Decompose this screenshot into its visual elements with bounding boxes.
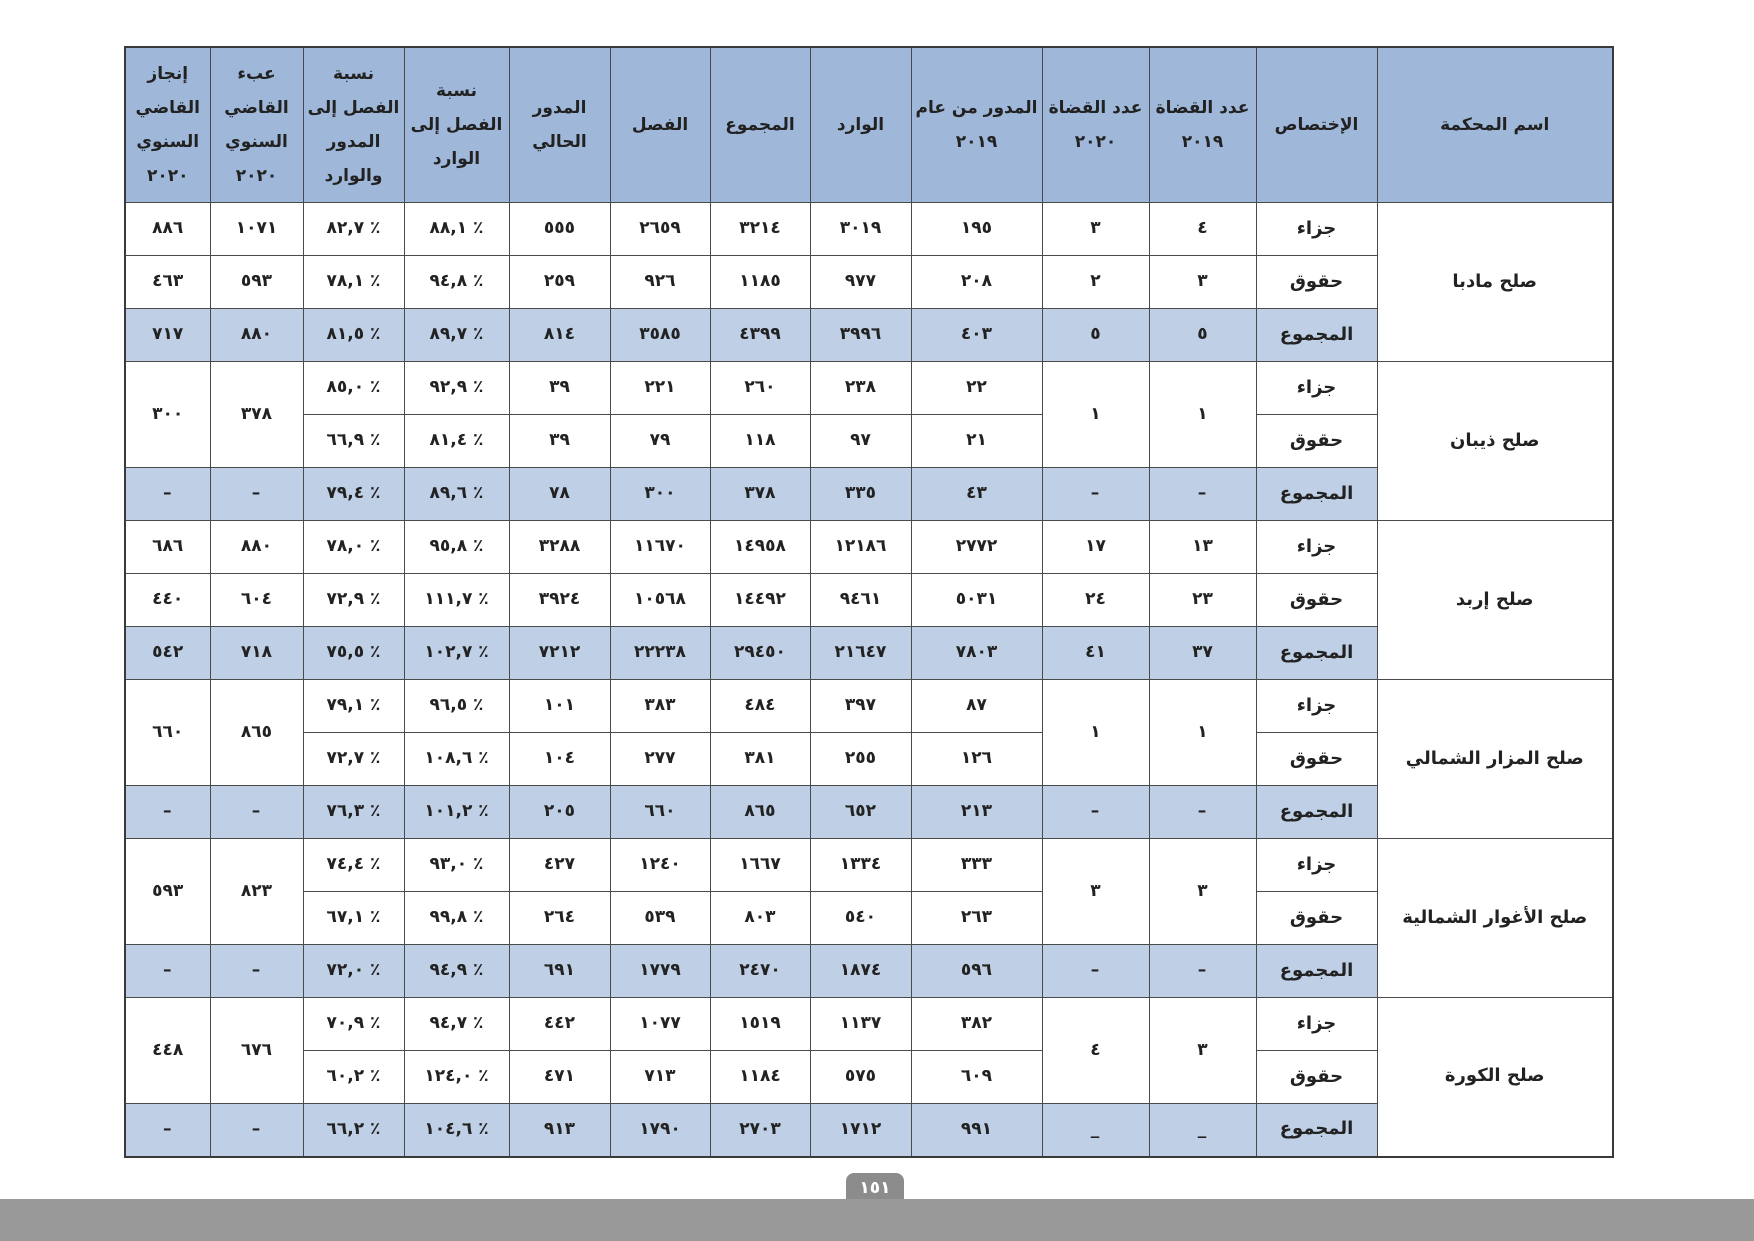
judges-2019-cell: _	[1149, 1104, 1256, 1157]
ratio-incoming-cell: ٪ ٨٩,٦	[404, 468, 509, 521]
header-judge-achievement: إنجاز القاضي السنوي ٢٠٢٠	[125, 47, 210, 203]
ratio-incoming-cell: ٪ ٨١,٤	[404, 415, 509, 468]
decided-cell: ٢٦٥٩	[610, 203, 710, 256]
carried-cell: ٢١٣	[911, 786, 1042, 839]
current-cell: ٧٢١٢	[509, 627, 610, 680]
carried-cell: ٥٩٦	[911, 945, 1042, 998]
decided-cell: ٢٧٧	[610, 733, 710, 786]
jurisdiction-cell: جزاء	[1256, 839, 1377, 892]
decided-cell: ٥٣٩	[610, 892, 710, 945]
current-cell: ٩١٣	[509, 1104, 610, 1157]
incoming-cell: ١١٣٧	[810, 998, 911, 1051]
carried-cell: ١٩٥	[911, 203, 1042, 256]
judge-burden-cell: ٦٠٤	[210, 574, 303, 627]
header-ratio-incoming: نسبة الفصل إلى الوارد	[404, 47, 509, 203]
judges-2020-cell: _	[1042, 1104, 1149, 1157]
judges-2019-cell: –	[1149, 945, 1256, 998]
court-name: صلح مادبا	[1377, 203, 1613, 362]
header-court-name: اسم المحكمة	[1377, 47, 1613, 203]
carried-cell: ٧٨٠٣	[911, 627, 1042, 680]
carried-cell: ٣٨٢	[911, 998, 1042, 1051]
incoming-cell: ١٣٣٤	[810, 839, 911, 892]
judge-achievement-cell: ٤٤٠	[125, 574, 210, 627]
decided-cell: ١٠٧٧	[610, 998, 710, 1051]
judges-2020-cell: ٢٤	[1042, 574, 1149, 627]
incoming-cell: ٣٣٥	[810, 468, 911, 521]
jurisdiction-cell: المجموع	[1256, 1104, 1377, 1157]
total-cell: ١١٨٤	[710, 1051, 810, 1104]
ratio-incoming-cell: ٪ ٩٦,٥	[404, 680, 509, 733]
incoming-cell: ٣٩٧	[810, 680, 911, 733]
decided-cell: ٣٥٨٥	[610, 309, 710, 362]
decided-cell: ٢٢١	[610, 362, 710, 415]
judge-burden-cell: ٨٦٥	[210, 680, 303, 786]
ratio-incoming-cell: ٪ ٨٨,١	[404, 203, 509, 256]
carried-cell: ٤٣	[911, 468, 1042, 521]
incoming-cell: ٥٧٥	[810, 1051, 911, 1104]
total-cell: ١٤٩٥٨	[710, 521, 810, 574]
decided-cell: ٦٦٠	[610, 786, 710, 839]
jurisdiction-cell: حقوق	[1256, 892, 1377, 945]
judge-burden-cell: –	[210, 1104, 303, 1157]
carried-cell: ٩٩١	[911, 1104, 1042, 1157]
header-judge-burden: عبء القاضي السنوي ٢٠٢٠	[210, 47, 303, 203]
judge-burden-cell: ١٠٧١	[210, 203, 303, 256]
court-name: صلح ذيبان	[1377, 362, 1613, 521]
carried-cell: ٤٠٣	[911, 309, 1042, 362]
ratio-total-cell: ٪ ٧٩,١	[303, 680, 404, 733]
carried-cell: ٣٣٣	[911, 839, 1042, 892]
court-name: صلح المزار الشمالي	[1377, 680, 1613, 839]
jurisdiction-cell: المجموع	[1256, 468, 1377, 521]
current-cell: ٤٢٧	[509, 839, 610, 892]
current-cell: ٣٢٨٨	[509, 521, 610, 574]
current-cell: ٦٩١	[509, 945, 610, 998]
judge-achievement-cell: ٨٨٦	[125, 203, 210, 256]
ratio-incoming-cell: ٪ ٩٤,٨	[404, 256, 509, 309]
incoming-cell: ٢١٦٤٧	[810, 627, 911, 680]
ratio-total-cell: ٪ ٧٤,٤	[303, 839, 404, 892]
total-cell: ٢٩٤٥٠	[710, 627, 810, 680]
judges-2020-cell: –	[1042, 945, 1149, 998]
judge-burden-cell: ٣٧٨	[210, 362, 303, 468]
header-row	[125, 47, 1613, 203]
carried-cell: ١٢٦	[911, 733, 1042, 786]
jurisdiction-cell: حقوق	[1256, 733, 1377, 786]
decided-cell: ١٧٧٩	[610, 945, 710, 998]
judges-2019-cell: ٢٣	[1149, 574, 1256, 627]
carried-cell: ٦٠٩	[911, 1051, 1042, 1104]
court-name: صلح الكورة	[1377, 998, 1613, 1157]
judge-burden-cell: ٧١٨	[210, 627, 303, 680]
jurisdiction-cell: جزاء	[1256, 521, 1377, 574]
ratio-total-cell: ٪ ٧٢,٧	[303, 733, 404, 786]
judge-achievement-cell: –	[125, 945, 210, 998]
table-row	[125, 362, 1613, 415]
jurisdiction-cell: المجموع	[1256, 627, 1377, 680]
decided-cell: ٣٠٠	[610, 468, 710, 521]
header-current-carried: المدور الحالي	[509, 47, 610, 203]
total-cell: ١٥١٩	[710, 998, 810, 1051]
judges-2020-cell: ٣	[1042, 839, 1149, 945]
ratio-incoming-cell: ٪ ٩٤,٧	[404, 998, 509, 1051]
incoming-cell: ٦٥٢	[810, 786, 911, 839]
decided-cell: ١٠٥٦٨	[610, 574, 710, 627]
total-cell: ٤٨٤	[710, 680, 810, 733]
ratio-total-cell: ٪ ٨١,٥	[303, 309, 404, 362]
ratio-total-cell: ٪ ٧٨,٠	[303, 521, 404, 574]
total-cell: ٨٠٣	[710, 892, 810, 945]
judge-achievement-cell: ٣٠٠	[125, 362, 210, 468]
current-cell: ٧٨	[509, 468, 610, 521]
jurisdiction-cell: حقوق	[1256, 256, 1377, 309]
current-cell: ٣٩	[509, 415, 610, 468]
decided-cell: ٧١٣	[610, 1051, 710, 1104]
judges-2019-cell: ٣٧	[1149, 627, 1256, 680]
judges-2020-cell: ٣	[1042, 203, 1149, 256]
jurisdiction-cell: جزاء	[1256, 680, 1377, 733]
carried-cell: ٢٦٣	[911, 892, 1042, 945]
total-cell: ١١٨	[710, 415, 810, 468]
total-cell: ٢٦٠	[710, 362, 810, 415]
total-cell: ٢٤٧٠	[710, 945, 810, 998]
carried-cell: ٢٠٨	[911, 256, 1042, 309]
total-cell: ١٦٦٧	[710, 839, 810, 892]
ratio-total-cell: ٪ ٦٦,٢	[303, 1104, 404, 1157]
judges-2019-cell: ٣	[1149, 998, 1256, 1104]
header-jurisdiction: الإختصاص	[1256, 47, 1377, 203]
ratio-total-cell: ٪ ٧٦,٣	[303, 786, 404, 839]
current-cell: ٣٩٢٤	[509, 574, 610, 627]
judge-burden-cell: –	[210, 468, 303, 521]
court-name: صلح إربد	[1377, 521, 1613, 680]
ratio-total-cell: ٪ ٧٨,١	[303, 256, 404, 309]
current-cell: ٥٥٥	[509, 203, 610, 256]
incoming-cell: ٣٩٩٦	[810, 309, 911, 362]
carried-cell: ٢١	[911, 415, 1042, 468]
judge-burden-cell: ٥٩٣	[210, 256, 303, 309]
incoming-cell: ٥٤٠	[810, 892, 911, 945]
ratio-incoming-cell: ٪ ٩٣,٠	[404, 839, 509, 892]
header-judges-2020: عدد القضاة ٢٠٢٠	[1042, 47, 1149, 203]
judge-achievement-cell: –	[125, 786, 210, 839]
judges-2019-cell: ١	[1149, 362, 1256, 468]
judges-2019-cell: ١	[1149, 680, 1256, 786]
judges-2019-cell: ٥	[1149, 309, 1256, 362]
judge-achievement-cell: ٦٦٠	[125, 680, 210, 786]
decided-cell: ١٧٩٠	[610, 1104, 710, 1157]
ratio-incoming-cell: ٪ ١٠٨,٦	[404, 733, 509, 786]
decided-cell: ١١٦٧٠	[610, 521, 710, 574]
ratio-total-cell: ٪ ٧٢,٠	[303, 945, 404, 998]
page-number: ١٥١	[846, 1173, 904, 1203]
carried-cell: ٨٧	[911, 680, 1042, 733]
carried-cell: ٢٧٧٢	[911, 521, 1042, 574]
ratio-total-cell: ٪ ٧٥,٥	[303, 627, 404, 680]
jurisdiction-cell: المجموع	[1256, 309, 1377, 362]
ratio-incoming-cell: ٪ ١٠١,٢	[404, 786, 509, 839]
judge-achievement-cell: –	[125, 1104, 210, 1157]
total-cell: ٢٧٠٣	[710, 1104, 810, 1157]
judge-achievement-cell: ٧١٧	[125, 309, 210, 362]
current-cell: ٣٩	[509, 362, 610, 415]
ratio-incoming-cell: ٪ ١٢٤,٠	[404, 1051, 509, 1104]
decided-cell: ٧٩	[610, 415, 710, 468]
jurisdiction-cell: جزاء	[1256, 362, 1377, 415]
jurisdiction-cell: حقوق	[1256, 1051, 1377, 1104]
incoming-cell: ١٨٧٤	[810, 945, 911, 998]
courts-statistics-table	[124, 46, 1614, 1158]
ratio-incoming-cell: ٪ ١١١,٧	[404, 574, 509, 627]
judges-2020-cell: ٥	[1042, 309, 1149, 362]
total-cell: ٣٢١٤	[710, 203, 810, 256]
carried-cell: ٢٢	[911, 362, 1042, 415]
current-cell: ٤٧١	[509, 1051, 610, 1104]
ratio-total-cell: ٪ ٧٢,٩	[303, 574, 404, 627]
header-incoming: الوارد	[810, 47, 911, 203]
court-name: صلح الأغوار الشمالية	[1377, 839, 1613, 998]
total-cell: ١١٨٥	[710, 256, 810, 309]
header-carried-over: المدور من عام ٢٠١٩	[911, 47, 1042, 203]
ratio-incoming-cell: ٪ ٩٩,٨	[404, 892, 509, 945]
judges-2019-cell: ١٣	[1149, 521, 1256, 574]
incoming-cell: ١٧١٢	[810, 1104, 911, 1157]
decided-cell: ٢٢٢٣٨	[610, 627, 710, 680]
ratio-incoming-cell: ٪ ١٠٢,٧	[404, 627, 509, 680]
judges-2020-cell: ٤	[1042, 998, 1149, 1104]
ratio-incoming-cell: ٪ ٩٤,٩	[404, 945, 509, 998]
jurisdiction-cell: المجموع	[1256, 786, 1377, 839]
judges-2020-cell: ١	[1042, 362, 1149, 468]
jurisdiction-cell: حقوق	[1256, 574, 1377, 627]
total-cell: ٨٦٥	[710, 786, 810, 839]
total-cell: ٣٧٨	[710, 468, 810, 521]
current-cell: ٢٠٥	[509, 786, 610, 839]
judge-burden-cell: ٨٢٣	[210, 839, 303, 945]
current-cell: ٨١٤	[509, 309, 610, 362]
jurisdiction-cell: المجموع	[1256, 945, 1377, 998]
judge-achievement-cell: ٤٦٣	[125, 256, 210, 309]
current-cell: ٤٤٢	[509, 998, 610, 1051]
current-cell: ٢٥٩	[509, 256, 610, 309]
judge-achievement-cell: ٥٤٢	[125, 627, 210, 680]
decided-cell: ٣٨٣	[610, 680, 710, 733]
total-cell: ٤٣٩٩	[710, 309, 810, 362]
jurisdiction-cell: حقوق	[1256, 415, 1377, 468]
footer-bar	[0, 1199, 1754, 1241]
incoming-cell: ٢٥٥	[810, 733, 911, 786]
judges-2020-cell: ١٧	[1042, 521, 1149, 574]
incoming-cell: ٢٣٨	[810, 362, 911, 415]
judges-2019-cell: –	[1149, 468, 1256, 521]
header-judges-2019: عدد القضاة ٢٠١٩	[1149, 47, 1256, 203]
judge-burden-cell: ٨٨٠	[210, 521, 303, 574]
incoming-cell: ٩٧٧	[810, 256, 911, 309]
ratio-total-cell: ٪ ٨٢,٧	[303, 203, 404, 256]
judges-2019-cell: ٣	[1149, 839, 1256, 945]
judges-2019-cell: ٤	[1149, 203, 1256, 256]
total-cell: ٣٨١	[710, 733, 810, 786]
judge-burden-cell: ٦٧٦	[210, 998, 303, 1104]
judge-achievement-cell: –	[125, 468, 210, 521]
ratio-total-cell: ٪ ٧٩,٤	[303, 468, 404, 521]
current-cell: ١٠١	[509, 680, 610, 733]
decided-cell: ٩٢٦	[610, 256, 710, 309]
ratio-incoming-cell: ٪ ٨٩,٧	[404, 309, 509, 362]
carried-cell: ٥٠٣١	[911, 574, 1042, 627]
table-row	[125, 203, 1613, 256]
current-cell: ٢٦٤	[509, 892, 610, 945]
judge-burden-cell: ٨٨٠	[210, 309, 303, 362]
ratio-total-cell: ٪ ٦٠,٢	[303, 1051, 404, 1104]
total-cell: ١٤٤٩٢	[710, 574, 810, 627]
ratio-incoming-cell: ٪ ١٠٤,٦	[404, 1104, 509, 1157]
judges-2020-cell: –	[1042, 786, 1149, 839]
judges-2020-cell: ٤١	[1042, 627, 1149, 680]
decided-cell: ١٢٤٠	[610, 839, 710, 892]
judges-2019-cell: –	[1149, 786, 1256, 839]
judge-burden-cell: –	[210, 945, 303, 998]
ratio-total-cell: ٪ ٦٧,١	[303, 892, 404, 945]
incoming-cell: ١٢١٨٦	[810, 521, 911, 574]
ratio-total-cell: ٪ ٨٥,٠	[303, 362, 404, 415]
incoming-cell: ٣٠١٩	[810, 203, 911, 256]
incoming-cell: ٩٧	[810, 415, 911, 468]
table-row	[125, 998, 1613, 1051]
jurisdiction-cell: جزاء	[1256, 203, 1377, 256]
judges-2020-cell: ١	[1042, 680, 1149, 786]
judge-achievement-cell: ٥٩٣	[125, 839, 210, 945]
incoming-cell: ٩٤٦١	[810, 574, 911, 627]
current-cell: ١٠٤	[509, 733, 610, 786]
jurisdiction-cell: جزاء	[1256, 998, 1377, 1051]
ratio-total-cell: ٪ ٧٠,٩	[303, 998, 404, 1051]
ratio-incoming-cell: ٪ ٩٢,٩	[404, 362, 509, 415]
ratio-incoming-cell: ٪ ٩٥,٨	[404, 521, 509, 574]
header-decided: الفصل	[610, 47, 710, 203]
header-ratio-total: نسبة الفصل إلى المدور والوارد	[303, 47, 404, 203]
judge-achievement-cell: ٦٨٦	[125, 521, 210, 574]
judges-2020-cell: –	[1042, 468, 1149, 521]
judges-2019-cell: ٣	[1149, 256, 1256, 309]
judge-burden-cell: –	[210, 786, 303, 839]
judge-achievement-cell: ٤٤٨	[125, 998, 210, 1104]
header-total: المجموع	[710, 47, 810, 203]
table-row	[125, 839, 1613, 892]
judges-2020-cell: ٢	[1042, 256, 1149, 309]
ratio-total-cell: ٪ ٦٦,٩	[303, 415, 404, 468]
table-row	[125, 680, 1613, 733]
table-row	[125, 521, 1613, 574]
